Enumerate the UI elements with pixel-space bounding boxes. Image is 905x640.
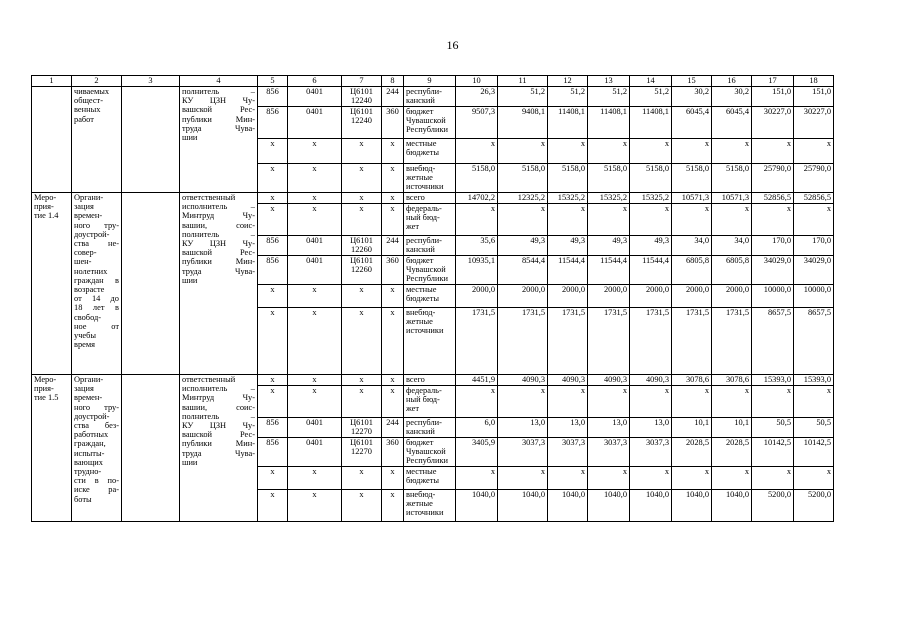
value-col15: x <box>672 467 712 490</box>
target-article-code: x <box>342 308 382 375</box>
column-number-6: 6 <box>288 76 342 87</box>
expense-type-code: 244 <box>382 418 404 438</box>
value-col15: 34,0 <box>672 236 712 256</box>
funding-source: внебюд- жетные источники <box>404 308 456 375</box>
value-col17: 151,0 <box>752 87 794 107</box>
value-col12: 11408,1 <box>548 107 588 139</box>
responsible-executor: ответственный исполнитель – Минтруд Чу- вашии, соис- полнитель – КУ ЦЗН Чу- вашской Рес- публики Мин- труда Чува- шии <box>180 375 258 522</box>
value-col13: 1731,5 <box>588 308 630 375</box>
value-col14: x <box>630 386 672 418</box>
value-col14: 49,3 <box>630 236 672 256</box>
value-col13: 5158,0 <box>588 164 630 193</box>
responsible-executor: полнитель – КУ ЦЗН Чу- вашской Рес- публики Мин- труда Чува- шии <box>180 87 258 193</box>
value-col14: x <box>630 467 672 490</box>
value-col11: 12325,2 <box>498 193 548 204</box>
value-col16: x <box>712 467 752 490</box>
value-col17: 30227,0 <box>752 107 794 139</box>
value-col14: 4090,3 <box>630 375 672 386</box>
value-col18: x <box>794 386 834 418</box>
value-col10: 3405,9 <box>456 438 498 467</box>
section-code: x <box>288 164 342 193</box>
value-col10: 10935,1 <box>456 256 498 285</box>
value-col13: 15325,2 <box>588 193 630 204</box>
value-col18: 50,5 <box>794 418 834 438</box>
value-col15: 6045,4 <box>672 107 712 139</box>
section-code: 0401 <box>288 438 342 467</box>
column-number-8: 8 <box>382 76 404 87</box>
value-col12: 11544,4 <box>548 256 588 285</box>
value-col10: 2000,0 <box>456 285 498 308</box>
value-col18: 25790,0 <box>794 164 834 193</box>
value-col13: 3037,3 <box>588 438 630 467</box>
value-col17: x <box>752 204 794 236</box>
value-col10: x <box>456 139 498 164</box>
expense-type-code: 244 <box>382 236 404 256</box>
value-col12: 1731,5 <box>548 308 588 375</box>
value-col16: x <box>712 386 752 418</box>
value-col11: 8544,4 <box>498 256 548 285</box>
value-col10: x <box>456 467 498 490</box>
value-col10: 1731,5 <box>456 308 498 375</box>
expense-type-code: x <box>382 164 404 193</box>
grbs-code: x <box>258 139 288 164</box>
value-col12: 13,0 <box>548 418 588 438</box>
value-col15: 30,2 <box>672 87 712 107</box>
value-col12: x <box>548 204 588 236</box>
value-col11: 49,3 <box>498 236 548 256</box>
value-col11: 2000,0 <box>498 285 548 308</box>
funding-source: республи- канский <box>404 418 456 438</box>
value-col12: x <box>548 386 588 418</box>
grbs-code: 856 <box>258 107 288 139</box>
section-code: 0401 <box>288 107 342 139</box>
value-col11: 5158,0 <box>498 164 548 193</box>
funding-source: местные бюджеты <box>404 139 456 164</box>
column-number-10: 10 <box>456 76 498 87</box>
value-col13: 13,0 <box>588 418 630 438</box>
value-col14: 11408,1 <box>630 107 672 139</box>
target-article-code: Ц6101 12270 <box>342 438 382 467</box>
grbs-code: x <box>258 204 288 236</box>
target-article-code: Ц6101 12240 <box>342 107 382 139</box>
value-col18: 5200,0 <box>794 490 834 522</box>
value-col15: 3078,6 <box>672 375 712 386</box>
section-code: x <box>288 285 342 308</box>
value-col16: 30,2 <box>712 87 752 107</box>
expense-type-code: x <box>382 490 404 522</box>
measure-name: Органи- зация времен- ного тру- доустрой- ства без- работных граждан, испыты- вающих трудно- сти в по- иске ра- боты <box>72 375 122 522</box>
value-col11: 9408,1 <box>498 107 548 139</box>
grbs-code: x <box>258 490 288 522</box>
value-col15: 1040,0 <box>672 490 712 522</box>
grbs-code: 856 <box>258 256 288 285</box>
grbs-code: x <box>258 285 288 308</box>
value-col13: 51,2 <box>588 87 630 107</box>
value-col14: 51,2 <box>630 87 672 107</box>
value-col14: x <box>630 204 672 236</box>
value-col10: 6,0 <box>456 418 498 438</box>
value-col11: 4090,3 <box>498 375 548 386</box>
program-financing-table <box>31 75 834 522</box>
grbs-code: x <box>258 308 288 375</box>
funding-source: бюджет Чувашской Республики <box>404 256 456 285</box>
grbs-code: x <box>258 375 288 386</box>
target-article-code: x <box>342 467 382 490</box>
value-col10: 26,3 <box>456 87 498 107</box>
value-col12: 49,3 <box>548 236 588 256</box>
value-col13: 4090,3 <box>588 375 630 386</box>
target-article-code: x <box>342 285 382 308</box>
value-col10: 35,6 <box>456 236 498 256</box>
value-col18: 151,0 <box>794 87 834 107</box>
responsible-col3 <box>122 87 180 193</box>
value-col11: x <box>498 204 548 236</box>
target-article-code: x <box>342 386 382 418</box>
target-article-code: x <box>342 193 382 204</box>
value-col14: 11544,4 <box>630 256 672 285</box>
section-code: 0401 <box>288 256 342 285</box>
expense-type-code: x <box>382 308 404 375</box>
value-col14: 3037,3 <box>630 438 672 467</box>
value-col11: 3037,3 <box>498 438 548 467</box>
value-col15: 10,1 <box>672 418 712 438</box>
responsible-col3 <box>122 193 180 375</box>
value-col13: 2000,0 <box>588 285 630 308</box>
value-col15: x <box>672 386 712 418</box>
measure-number <box>32 87 72 193</box>
column-number-15: 15 <box>672 76 712 87</box>
value-col16: 2000,0 <box>712 285 752 308</box>
column-number-13: 13 <box>588 76 630 87</box>
value-col16: 6805,8 <box>712 256 752 285</box>
target-article-code: Ц6101 12240 <box>342 87 382 107</box>
column-number-18: 18 <box>794 76 834 87</box>
value-col16: x <box>712 139 752 164</box>
responsible-executor: ответственный исполнитель – Минтруд Чу- вашии, соис- полнитель – КУ ЦЗН Чу- вашской Рес- публики Мин- труда Чува- шии <box>180 193 258 375</box>
value-col17: 10000,0 <box>752 285 794 308</box>
value-col12: 2000,0 <box>548 285 588 308</box>
value-col10: x <box>456 386 498 418</box>
grbs-code: 856 <box>258 438 288 467</box>
value-col11: 51,2 <box>498 87 548 107</box>
grbs-code: 856 <box>258 87 288 107</box>
value-col10: 14702,2 <box>456 193 498 204</box>
value-col18: 170,0 <box>794 236 834 256</box>
value-col11: x <box>498 386 548 418</box>
value-col15: 1731,5 <box>672 308 712 375</box>
funding-source: всего <box>404 193 456 204</box>
column-number-16: 16 <box>712 76 752 87</box>
funding-source: республи- канский <box>404 236 456 256</box>
value-col17: 50,5 <box>752 418 794 438</box>
value-col17: 52856,5 <box>752 193 794 204</box>
measure-number: Меро- прия- тие 1.4 <box>32 193 72 375</box>
grbs-code: 856 <box>258 418 288 438</box>
value-col16: 10571,3 <box>712 193 752 204</box>
value-col17: 170,0 <box>752 236 794 256</box>
funding-source: внебюд- жетные источники <box>404 164 456 193</box>
value-col11: 13,0 <box>498 418 548 438</box>
value-col17: 10142,5 <box>752 438 794 467</box>
expense-type-code: x <box>382 375 404 386</box>
value-col13: x <box>588 204 630 236</box>
value-col11: 1040,0 <box>498 490 548 522</box>
value-col16: 5158,0 <box>712 164 752 193</box>
column-number-2: 2 <box>72 76 122 87</box>
value-col15: 2000,0 <box>672 285 712 308</box>
value-col17: 5200,0 <box>752 490 794 522</box>
page-number: 16 <box>446 38 459 52</box>
column-number-11: 11 <box>498 76 548 87</box>
value-col17: x <box>752 139 794 164</box>
grbs-code: x <box>258 386 288 418</box>
target-article-code: Ц6101 12260 <box>342 236 382 256</box>
value-col18: 52856,5 <box>794 193 834 204</box>
value-col16: x <box>712 204 752 236</box>
expense-type-code: 244 <box>382 87 404 107</box>
funding-source: бюджет Чувашской Республики <box>404 438 456 467</box>
grbs-code: x <box>258 467 288 490</box>
value-col11: x <box>498 139 548 164</box>
value-col17: x <box>752 467 794 490</box>
value-col12: 5158,0 <box>548 164 588 193</box>
value-col18: 15393,0 <box>794 375 834 386</box>
expense-type-code: x <box>382 285 404 308</box>
value-col13: x <box>588 386 630 418</box>
value-col13: x <box>588 467 630 490</box>
target-article-code: x <box>342 164 382 193</box>
target-article-code: x <box>342 139 382 164</box>
column-number-12: 12 <box>548 76 588 87</box>
value-col16: 6045,4 <box>712 107 752 139</box>
value-col14: x <box>630 139 672 164</box>
expense-type-code: 360 <box>382 256 404 285</box>
value-col15: 10571,3 <box>672 193 712 204</box>
value-col17: 25790,0 <box>752 164 794 193</box>
column-number-9: 9 <box>404 76 456 87</box>
value-col14: 13,0 <box>630 418 672 438</box>
funding-source: местные бюджеты <box>404 467 456 490</box>
expense-type-code: x <box>382 193 404 204</box>
value-col18: 10000,0 <box>794 285 834 308</box>
value-col12: 15325,2 <box>548 193 588 204</box>
expense-type-code: x <box>382 467 404 490</box>
section-code: 0401 <box>288 236 342 256</box>
value-col15: 5158,0 <box>672 164 712 193</box>
expense-type-code: x <box>382 386 404 418</box>
funding-source: внебюд- жетные источники <box>404 490 456 522</box>
target-article-code: x <box>342 490 382 522</box>
value-col16: 3078,6 <box>712 375 752 386</box>
section-code: x <box>288 490 342 522</box>
grbs-code: 856 <box>258 236 288 256</box>
value-col14: 15325,2 <box>630 193 672 204</box>
value-col10: 9507,3 <box>456 107 498 139</box>
value-col13: 1040,0 <box>588 490 630 522</box>
funding-source: местные бюджеты <box>404 285 456 308</box>
table-row <box>32 193 834 204</box>
value-col16: 10,1 <box>712 418 752 438</box>
value-col17: 34029,0 <box>752 256 794 285</box>
value-col18: 34029,0 <box>794 256 834 285</box>
value-col13: 11544,4 <box>588 256 630 285</box>
column-number-7: 7 <box>342 76 382 87</box>
column-number-17: 17 <box>752 76 794 87</box>
measure-name: Органи- зация времен- ного тру- доустрой- ства не- совер- шен- нолетних граждан в возрасте от 14 до 18 лет в свобод- ное от учебы время <box>72 193 122 375</box>
value-col17: 15393,0 <box>752 375 794 386</box>
target-article-code: Ц6101 12260 <box>342 256 382 285</box>
value-col14: 1040,0 <box>630 490 672 522</box>
section-code: 0401 <box>288 418 342 438</box>
column-number-1: 1 <box>32 76 72 87</box>
funding-source: бюджет Чувашской Республики <box>404 107 456 139</box>
funding-source: федераль- ный бюд- жет <box>404 386 456 418</box>
value-col17: x <box>752 386 794 418</box>
value-col15: x <box>672 204 712 236</box>
value-col10: 4451,9 <box>456 375 498 386</box>
target-article-code: x <box>342 204 382 236</box>
column-number-14: 14 <box>630 76 672 87</box>
value-col14: 5158,0 <box>630 164 672 193</box>
header-row <box>32 76 834 87</box>
value-col13: 11408,1 <box>588 107 630 139</box>
value-col10: 5158,0 <box>456 164 498 193</box>
value-col12: 51,2 <box>548 87 588 107</box>
value-col16: 34,0 <box>712 236 752 256</box>
value-col10: x <box>456 204 498 236</box>
value-col15: 2028,5 <box>672 438 712 467</box>
value-col15: x <box>672 139 712 164</box>
table-row <box>32 375 834 386</box>
column-number-3: 3 <box>122 76 180 87</box>
value-col12: x <box>548 139 588 164</box>
value-col16: 1731,5 <box>712 308 752 375</box>
value-col11: x <box>498 467 548 490</box>
value-col14: 1731,5 <box>630 308 672 375</box>
column-number-4: 4 <box>180 76 258 87</box>
value-col16: 2028,5 <box>712 438 752 467</box>
expense-type-code: x <box>382 139 404 164</box>
funding-source: всего <box>404 375 456 386</box>
value-col12: 1040,0 <box>548 490 588 522</box>
section-code: 0401 <box>288 87 342 107</box>
value-col13: 49,3 <box>588 236 630 256</box>
value-col12: 4090,3 <box>548 375 588 386</box>
measure-number: Меро- прия- тие 1.5 <box>32 375 72 522</box>
section-code: x <box>288 467 342 490</box>
expense-type-code: 360 <box>382 438 404 467</box>
target-article-code: Ц6101 12270 <box>342 418 382 438</box>
funding-source: республи- канский <box>404 87 456 107</box>
responsible-col3 <box>122 375 180 522</box>
value-col18: 10142,5 <box>794 438 834 467</box>
section-code: x <box>288 308 342 375</box>
value-col18: 8657,5 <box>794 308 834 375</box>
table-row <box>32 87 834 107</box>
value-col15: 6805,8 <box>672 256 712 285</box>
value-col18: 30227,0 <box>794 107 834 139</box>
measure-name: чиваемых общест- венных работ <box>72 87 122 193</box>
value-col18: x <box>794 467 834 490</box>
value-col12: 3037,3 <box>548 438 588 467</box>
section-code: x <box>288 375 342 386</box>
value-col10: 1040,0 <box>456 490 498 522</box>
column-number-5: 5 <box>258 76 288 87</box>
value-col13: x <box>588 139 630 164</box>
section-code: x <box>288 139 342 164</box>
value-col18: x <box>794 204 834 236</box>
section-code: x <box>288 204 342 236</box>
grbs-code: x <box>258 193 288 204</box>
expense-type-code: x <box>382 204 404 236</box>
value-col12: x <box>548 467 588 490</box>
value-col16: 1040,0 <box>712 490 752 522</box>
value-col11: 1731,5 <box>498 308 548 375</box>
funding-source: федераль- ный бюд- жет <box>404 204 456 236</box>
target-article-code: x <box>342 375 382 386</box>
value-col18: x <box>794 139 834 164</box>
section-code: x <box>288 193 342 204</box>
grbs-code: x <box>258 164 288 193</box>
value-col14: 2000,0 <box>630 285 672 308</box>
value-col17: 8657,5 <box>752 308 794 375</box>
section-code: x <box>288 386 342 418</box>
expense-type-code: 360 <box>382 107 404 139</box>
